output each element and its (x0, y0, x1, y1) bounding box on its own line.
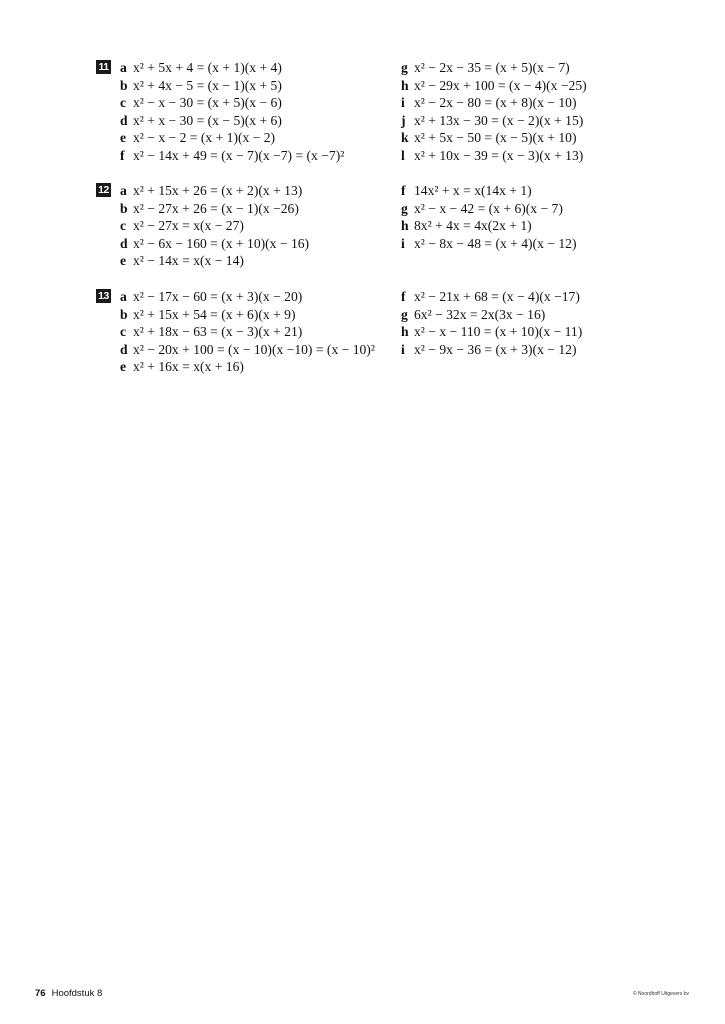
item-letter: b (120, 77, 128, 93)
item-letter: f (120, 147, 125, 163)
exercise-11-left-column (120, 59, 344, 165)
item-letter: g (401, 306, 408, 322)
exercise-item (401, 77, 587, 95)
item-letter: i (401, 235, 405, 251)
exercise-item (401, 200, 576, 218)
item-equation: x² − 14x = x(x − 14) (133, 253, 244, 269)
page-footer (35, 988, 102, 999)
exercise-item (120, 182, 309, 200)
item-equation: x² + 4x − 5 = (x − 1)(x + 5) (133, 77, 282, 93)
item-equation: x² + 5x + 4 = (x + 1)(x + 4) (133, 60, 282, 75)
exercise-number: 13 (96, 289, 111, 303)
exercise-number: 12 (96, 183, 111, 197)
item-letter: i (401, 341, 405, 357)
item-letter: k (401, 130, 409, 146)
item-letter: b (120, 200, 128, 216)
exercise-item (401, 59, 587, 77)
item-letter: d (120, 112, 128, 128)
item-letter: d (120, 235, 128, 251)
item-equation: x² − 27x = x(x − 27) (133, 218, 244, 234)
exercise-item (120, 129, 344, 147)
chapter-title: Hoofdstuk 8 (51, 988, 103, 999)
item-letter: g (401, 60, 408, 75)
exercise-12-left-column (120, 182, 309, 270)
item-equation: x² + 15x + 26 = (x + 2)(x + 13) (133, 183, 303, 198)
item-letter: c (120, 95, 127, 111)
item-letter: a (120, 183, 127, 198)
exercise-item (120, 200, 309, 218)
item-letter: b (120, 306, 128, 322)
item-equation: x² − x − 110 = (x + 10)(x − 11) (414, 324, 583, 340)
item-equation: x² − 6x − 160 = (x + 10)(x − 16) (133, 235, 310, 251)
item-equation: x² − x − 30 = (x + 5)(x − 6) (133, 95, 282, 111)
item-equation: x² + 10x − 39 = (x − 3)(x + 13) (414, 147, 584, 163)
item-letter: a (120, 60, 127, 75)
exercise-item (401, 341, 582, 359)
item-letter: h (401, 77, 409, 93)
item-letter: h (401, 324, 409, 340)
item-letter: l (401, 147, 405, 163)
item-equation: x² − 2x − 35 = (x + 5)(x − 7) (414, 60, 570, 75)
item-equation: x² − 27x + 26 = (x − 1)(x −26) (133, 200, 299, 216)
exercise-item (120, 306, 375, 324)
item-letter: e (120, 130, 127, 146)
item-letter: e (120, 253, 127, 269)
item-equation: x² − 21x + 68 = (x − 4)(x −17) (414, 289, 580, 304)
exercise-item (401, 288, 582, 306)
exercise-12-right-column (401, 182, 576, 252)
page-number: 76 (35, 988, 46, 999)
item-equation: x² + 15x + 54 = (x + 6)(x + 9) (133, 306, 296, 322)
item-letter: f (401, 183, 406, 198)
exercise-item (401, 147, 587, 165)
item-equation: 6x² − 32x = 2x(3x − 16) (414, 306, 546, 322)
exercise-item (120, 341, 375, 359)
exercise-item (401, 129, 587, 147)
copyright-notice: © Noordhoff Uitgevers bv (632, 991, 689, 997)
item-equation: 8x² + 4x = 4x(2x + 1) (414, 218, 532, 234)
exercise-11-right-column (401, 59, 587, 165)
item-letter: c (120, 218, 127, 234)
exercise-item (120, 323, 375, 341)
item-equation: x² − 14x + 49 = (x − 7)(x −7) = (x −7)² (133, 147, 345, 163)
item-letter: g (401, 200, 408, 216)
exercise-number: 11 (96, 60, 111, 74)
exercise-item (401, 323, 582, 341)
item-letter: h (401, 218, 409, 234)
exercise-item (120, 94, 344, 112)
exercise-item (120, 252, 309, 270)
exercise-item (120, 217, 309, 235)
item-equation: x² + 16x = x(x + 16) (133, 359, 244, 375)
item-equation: x² + 18x − 63 = (x − 3)(x + 21) (133, 324, 303, 340)
exercise-item (401, 235, 576, 253)
exercise-13-right-column (401, 288, 582, 358)
exercise-item (120, 235, 309, 253)
exercise-item (120, 77, 344, 95)
item-letter: f (401, 289, 406, 304)
exercise-item (401, 182, 576, 200)
item-equation: x² − x − 2 = (x + 1)(x − 2) (133, 130, 276, 146)
item-equation: x² − 2x − 80 = (x + 8)(x − 10) (414, 95, 577, 111)
item-equation: x² + 5x − 50 = (x − 5)(x + 10) (414, 130, 577, 146)
item-equation: 14x² + x = x(14x + 1) (414, 183, 532, 198)
item-equation: x² + x − 30 = (x − 5)(x + 6) (133, 112, 282, 128)
item-equation: x² − 29x + 100 = (x − 4)(x −25) (414, 77, 587, 93)
item-letter: d (120, 341, 128, 357)
item-letter: a (120, 289, 127, 304)
item-letter: i (401, 95, 405, 111)
exercise-item (120, 112, 344, 130)
exercise-item (401, 306, 582, 324)
exercise-item (120, 288, 375, 306)
item-equation: x² + 13x − 30 = (x − 2)(x + 15) (414, 112, 584, 128)
exercise-item (401, 217, 576, 235)
exercise-13-left-column (120, 288, 375, 376)
item-letter: e (120, 359, 127, 375)
item-equation: x² − 8x − 48 = (x + 4)(x − 12) (414, 235, 577, 251)
item-equation: x² − 20x + 100 = (x − 10)(x −10) = (x − 10)² (133, 341, 375, 357)
item-letter: c (120, 324, 127, 340)
item-equation: x² − 9x − 36 = (x + 3)(x − 12) (414, 341, 577, 357)
exercise-item (120, 147, 344, 165)
exercise-item (401, 94, 587, 112)
exercise-item (120, 358, 375, 376)
item-equation: x² − x − 42 = (x + 6)(x − 7) (414, 200, 563, 216)
item-equation: x² − 17x − 60 = (x + 3)(x − 20) (133, 289, 303, 304)
item-letter: j (401, 112, 406, 128)
exercise-item (401, 112, 587, 130)
exercise-item (120, 59, 344, 77)
